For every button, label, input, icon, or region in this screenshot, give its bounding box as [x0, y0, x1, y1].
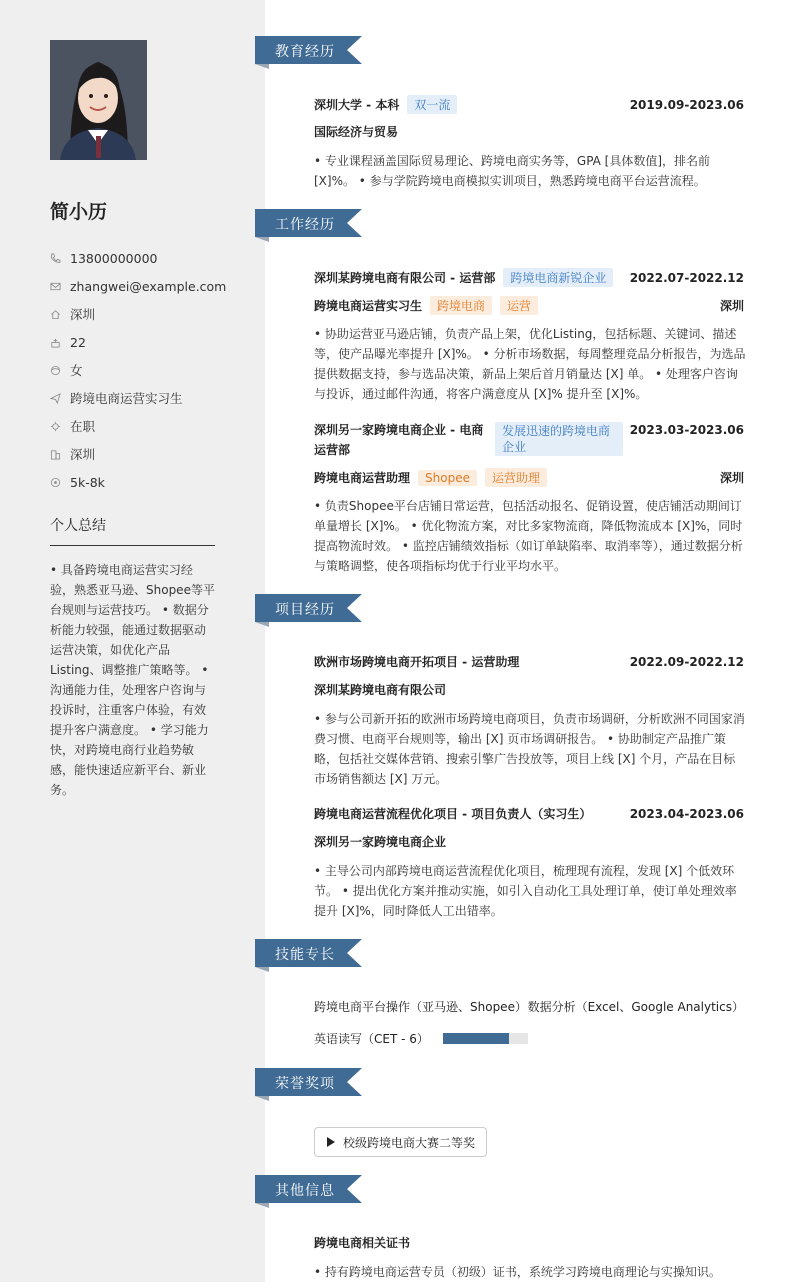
skill-level-fill — [443, 1033, 509, 1044]
work-2-role-row — [314, 468, 744, 487]
skill-level-bar — [443, 1033, 528, 1044]
summary-title: 个人总结 — [50, 515, 215, 546]
skill-item: 数据分析（Excel、Google Analytics） — [527, 1000, 744, 1014]
skills-row-1 — [314, 998, 744, 1015]
work-1-header-row — [314, 268, 744, 287]
contact-home — [50, 300, 230, 328]
work-2-company — [314, 420, 492, 460]
work-2-company-tag — [495, 422, 623, 456]
contact-home-value: 深圳 — [70, 307, 96, 322]
project-1-title: 欧洲市场跨境电商开拓项目 - 运营助理 — [314, 655, 520, 669]
project-2-title: 跨境电商运营流程优化项目 - 项目负责人（实习生） — [314, 807, 592, 821]
project-2-date: 2023.04-2023.06 — [629, 806, 744, 821]
project-2-header-row — [314, 805, 744, 822]
job-icon — [50, 393, 61, 404]
contact-list — [50, 244, 230, 496]
work-1-desc: • 协助运营亚马逊店铺，负责产品上架，优化Listing，包括标题、关键词、描述等，使产品曝光率提升 [X]%。 • 分析市场数据，每周整理竞品分析报告，为选品提供数据支持，参与选品决策，新品上架后首月销量达 [X] 单。 • 处理客户咨询与投诉，通过邮件沟通，将客户满意度从 [X]% 提升至 [X]%。 — [314, 327, 746, 401]
contact-age — [50, 328, 230, 356]
city-icon — [50, 449, 61, 460]
section-other-header — [255, 1175, 362, 1203]
work-1-role-tag: 跨境电商 — [430, 296, 492, 315]
contact-phone — [50, 244, 230, 272]
work-1-company: 深圳某跨境电商有限公司 - 运营部 — [314, 271, 496, 285]
skill-item: 跨境电商平台操作（亚马逊、Shopee） — [314, 1000, 527, 1014]
education-header-row — [314, 95, 744, 114]
contact-status-value: 在职 — [70, 419, 96, 434]
section-work-header — [255, 209, 362, 237]
work-1-role-row — [314, 296, 744, 315]
other-title-row — [314, 1234, 744, 1251]
play-icon — [327, 1137, 335, 1147]
project-1-org: 深圳某跨境电商有限公司 — [314, 683, 447, 697]
project-2-desc: • 主导公司内部跨境电商运营流程优化项目，梳理现有流程，发现 [X] 个低效环节。 • 提出优化方案并推动实施，如引入自动化工具处理订单，使订单处理效率提升 [X]%，同时降低人工出错率。 — [314, 864, 737, 918]
work-2-company-line2: 运营部 — [314, 443, 351, 457]
section-skills-header — [255, 939, 362, 967]
work-2-role-tag: 运营助理 — [485, 468, 547, 487]
contact-email — [50, 272, 230, 300]
section-awards-title: 荣誉奖项 — [275, 1076, 335, 1092]
contact-city-value: 深圳 — [70, 447, 96, 462]
section-education-title: 教育经历 — [275, 44, 335, 60]
section-skills-title: 技能专长 — [275, 947, 335, 963]
summary-text: • 具备跨境电商运营实习经验，熟悉亚马逊、Shopee等平台规则与运营技巧。 • 数据分析能力较强，能通过数据驱动运营决策，如优化产品Listing、调整推广策略等。 • 沟通能力佳，处理客户咨询与投诉时，注重客户体验，有效提升客户满意度。 • 学习能力快，对跨境电商行业趋势敏感，能快速适应新平台、新业务。 — [50, 563, 215, 797]
education-date: 2019.09-2023.06 — [629, 97, 744, 112]
section-project-header — [255, 594, 362, 622]
section-awards-header — [255, 1068, 362, 1096]
status-icon — [50, 421, 61, 432]
work-2-company-tag-line2: 企业 — [502, 440, 527, 454]
education-school: 深圳大学 - 本科 — [314, 98, 400, 112]
work-2-desc: • 负责Shopee平台店铺日常运营，包括活动报名、促销设置，使店铺活动期间订单量增长 [X]%。 • 优化物流方案，对比多家物流商，降低物流成本 [X]%，同时提高物流时效。 • 监控店铺绩效指标（如订单缺陷率、取消率等），通过数据分析与策略调整，使各项指标均优于行业平均水平。 — [314, 499, 743, 573]
award-item[interactable] — [314, 1127, 487, 1157]
work-2-header-row — [314, 420, 744, 460]
contact-status — [50, 412, 230, 440]
project-1-org-row — [314, 681, 744, 698]
contact-salary-value: 5k-8k — [70, 474, 105, 490]
mail-icon — [50, 281, 61, 292]
candidate-name: 简小历 — [50, 201, 108, 223]
home-icon — [50, 309, 61, 320]
work-2-role: 跨境电商运营助理 — [314, 471, 411, 485]
contact-age-value: 22 — [70, 334, 86, 350]
contact-phone-value: 13800000000 — [70, 250, 158, 266]
contact-gender — [50, 356, 230, 384]
work-1-role: 跨境电商运营实习生 — [314, 299, 423, 313]
age-icon — [50, 337, 61, 348]
other-desc: • 持有跨境电商运营专员（初级）证书，系统学习跨境电商理论与实操知识。 — [314, 1265, 721, 1279]
work-2-city: 深圳 — [719, 471, 744, 485]
contact-job — [50, 384, 230, 412]
education-desc: • 专业课程涵盖国际贸易理论、跨境电商实务等，GPA [具体数值]，排名前 [X]%。 • 参与学院跨境电商模拟实训项目，熟悉跨境电商平台运营流程。 — [314, 154, 711, 188]
work-1-date: 2022.07-2022.12 — [629, 270, 744, 285]
education-major: 国际经济与贸易 — [314, 125, 399, 139]
skills-row-2 — [314, 1030, 744, 1047]
project-1-desc: • 参与公司新开拓的欧洲市场跨境电商项目，负责市场调研，分析欧洲不同国家消费习惯、电商平台规则等，输出 [X] 页市场调研报告。 • 协助制定产品推广策略，包括社交媒体营销、搜索引擎广告投放等，项目上线 [X] 个月，产品在目标市场销售额达 [X] 万元。 — [314, 712, 745, 786]
section-education-header — [255, 36, 362, 64]
section-other-title: 其他信息 — [275, 1183, 335, 1199]
contact-email-value: zhangwei@example.com — [70, 278, 227, 294]
work-1-role-tag: 运营 — [500, 296, 538, 315]
other-title: 跨境电商相关证书 — [314, 1236, 411, 1250]
skill-item: 英语读写（CET - 6） — [314, 1032, 429, 1046]
contact-job-value: 跨境电商运营实习生 — [70, 391, 183, 406]
project-2-org: 深圳另一家跨境电商企业 — [314, 835, 447, 849]
project-2-org-row — [314, 833, 744, 850]
work-1-city: 深圳 — [719, 299, 744, 313]
project-1-date: 2022.09-2022.12 — [629, 654, 744, 669]
profile-photo — [50, 40, 147, 160]
section-project-title: 项目经历 — [275, 602, 335, 618]
contact-gender-value: 女 — [70, 363, 83, 378]
phone-icon — [50, 253, 61, 264]
contact-city — [50, 440, 230, 468]
award-label: 校级跨境电商大赛二等奖 — [343, 1135, 476, 1150]
section-work-title: 工作经历 — [275, 217, 335, 233]
work-2-company-line1: 深圳另一家跨境电商企业 - 电商 — [314, 423, 484, 437]
salary-icon — [50, 477, 61, 488]
work-1-company-tag: 跨境电商新锐企业 — [503, 268, 613, 287]
project-1-header-row — [314, 653, 744, 670]
work-2-role-tag: Shopee — [418, 470, 477, 486]
gender-icon — [50, 365, 61, 376]
education-tag: 双一流 — [407, 95, 457, 114]
work-2-date: 2023.03-2023.06 — [629, 423, 744, 437]
work-2-company-tag-line1: 发展迅速的跨境电商 — [502, 424, 611, 438]
contact-salary — [50, 468, 230, 496]
sidebar — [0, 0, 265, 1282]
education-major-row — [314, 123, 744, 140]
